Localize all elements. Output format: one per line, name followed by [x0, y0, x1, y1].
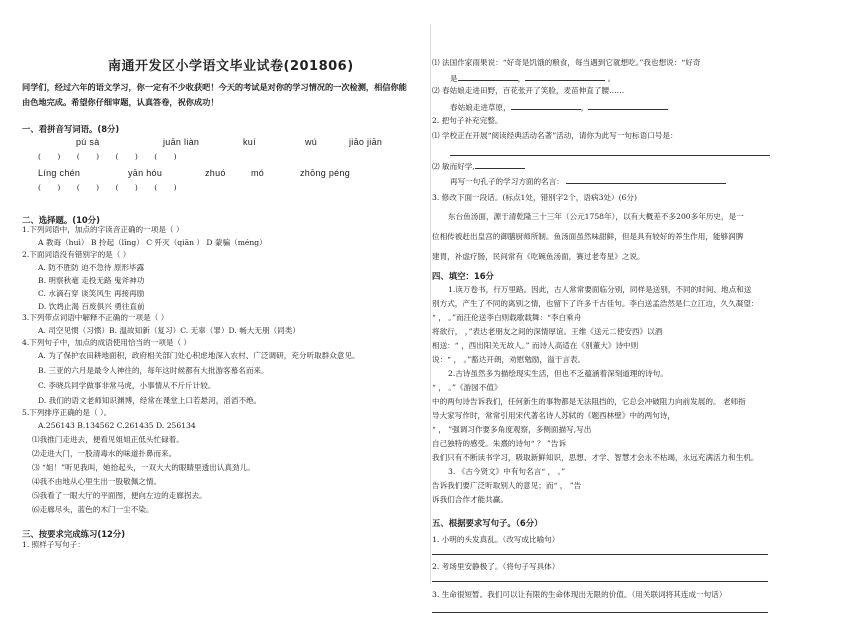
fill-p2-3: 中的两句诗告诉我们，任何新生的事物都是无法阻挡的，它总会冲破阻力向前发展的。 老师指 — [432, 397, 746, 406]
rewrite-2b-mid: ， — [580, 103, 589, 112]
pinyin-4: wú — [305, 137, 318, 147]
fill-p1-5: 相送：“ ，西出阳关无故人。” 而诗人高适在《别董大》诗中则 — [432, 341, 639, 350]
q3-1: 1. 照样子写句子： — [22, 540, 85, 549]
pinyin-5: jiāo jiān — [349, 137, 383, 147]
fill-p3-3: 诉我们合作才能共赢。 — [432, 495, 508, 504]
answer-line-5-2[interactable] — [432, 581, 768, 582]
fill-p2-5: “ ， ”强调习作要多角度观察，多侧面描写,写出 — [432, 425, 592, 434]
q2-5-options: A.256143 B.134562 C.261435 D. 256134 — [38, 421, 196, 430]
q3-3-line-2: 位相传被赶出皇宫的御膳厨师所制。鱼汤面虽然味甜鲜，但是具有较好的养生作用，能够润脾 — [432, 232, 744, 241]
q5-3: 3. 生命很短暂。我们可以让有限的生命体现出无限的价值。（用关联词将其连成一句话） — [432, 590, 727, 599]
fill-p1-4: 将欲行， ，”表达老朋友之间的深情厚谊。王维《送元二使安西》以酒 — [432, 327, 663, 336]
q2-2-option-d: D. 饮鸩止渴 百废俱兴 勇往直前 — [38, 302, 145, 311]
q2-4-option-d: D. 我们的语文老师知识渊博，经常在课堂上口若悬河，滔滔不绝。 — [38, 396, 262, 405]
pinyin-2: juān liàn — [163, 137, 200, 147]
fill-p1-2: 别方式，产生了不同的离别之情，也留下了许多千古佳句。李白送孟浩然是仁立江边，久久凝望： — [432, 299, 759, 308]
q2-1: 1.下列词语中，加点的字读音正确的一项是（ ） — [22, 225, 184, 234]
section2-heading: 二、选择题。(10分) — [22, 215, 100, 225]
q2-2-option-a: A. 防不胜防 迫不急待 原形毕露 — [38, 263, 145, 272]
pinyin-7: yān hóu — [128, 168, 163, 178]
blank-1[interactable] — [458, 72, 518, 81]
q2-5-item-5: ⑸我看了一眼大厅的平面图，便向左边的走廊拐去。 — [32, 491, 207, 500]
answer-parens-2[interactable]: ( ) ( ) ( ) ( ) — [38, 183, 177, 192]
q2-4-option-a: A. 为了保护农田耕地面积，政府相关部门处心积虑地深入农村、广泛调研，充分听取群众意见。 — [38, 351, 360, 360]
q2-3-options: A. 司空见惯（习惯）B. 温故知新（复习）C. 无辜（罪）D. 畅大无朋（同类） — [38, 326, 300, 335]
q3-2-3 — [450, 175, 726, 187]
q3-2: 2. 把句子补充完整。 — [432, 116, 503, 125]
q2-5-item-2: ⑵走进大门，一股清毒水的味道扑鼻而来。 — [32, 449, 177, 458]
pinyin-8: zhuó — [205, 168, 226, 178]
answer-line-slogan[interactable] — [450, 155, 770, 156]
section3-heading: 三、按要求完成练习(12分) — [22, 529, 126, 539]
q2-5-item-6: ⑹走廊尽头，蓝色的木门一尘不染。 — [32, 505, 154, 514]
fill-p2-6: 自己独特的感受。朱熹的诗句“ ？ ”告诉 — [432, 439, 567, 448]
q5-2: 2. 考场里安静极了。（将句子写具体） — [432, 562, 560, 571]
blank-6[interactable] — [566, 175, 726, 184]
q2-5-item-3: ⑶ “姐！”听见我叫，她抬起头，一双大大的眼睛里透出认真劲儿。 — [32, 463, 255, 472]
answer-parens-1[interactable]: ( ) ( ) ( ) ( ) — [38, 152, 177, 161]
q2-4-option-c: C. 李晓兵同学做事非常马虎，小事情从不斤斤计较。 — [38, 381, 216, 390]
pinyin-3: kuí — [243, 137, 256, 147]
q3-2-1: ⑴ 学校正在开展“阅读经典活动名著”活动，请你为此写一句标语口号是： — [432, 131, 678, 140]
q2-2: 2.下面词语没有错别字的是（ ） — [22, 250, 131, 259]
rewrite-1b-start: 是 — [450, 74, 458, 83]
fill-p2-1: 2.古诗虽然多为描绘现实生活，但也不乏蕴涵着深刻道理的诗句。 — [448, 369, 668, 378]
pinyin-9: mó — [251, 168, 265, 178]
q2-1-options: A 教诲（huì） B 拎起（lǐng） C 歼灭（qiān ） D 蒙骗（méng） — [38, 238, 267, 247]
section1-heading: 一、看拼音写词语。(8分) — [22, 124, 120, 134]
pinyin-1: pú sà — [76, 137, 100, 147]
section5-heading: 五、根据要求写句子。（6分） — [432, 518, 543, 528]
right-page — [430, 0, 860, 628]
q2-3: 3.下列带点词语中解释不正确的一项是（ ） — [22, 313, 169, 322]
exam-title: 南通开发区小学语文毕业试卷(201806) — [108, 59, 354, 74]
rewrite-2b — [450, 101, 668, 113]
fill-p2-4: 导大家写作时，常常引用宋代著名诗人苏轼的《题西林壁》中的两句诗， — [432, 411, 675, 420]
rewrite-1: ⑴ 法国作家雨果说：“好奇是饥饿的粮食，每当遇到它就想吃。”我也想说：“好奇 — [432, 58, 701, 67]
answer-line-5-1[interactable] — [432, 554, 768, 555]
blank-5[interactable] — [475, 160, 525, 169]
fill-p3-1: 3. 《古今贤文》中有句名言“ ， 。” — [448, 467, 566, 476]
pinyin-10: zhōng péng — [300, 168, 351, 178]
fill-p3-2: 告诉我们要广泛听取别人的意见；而“ ， ”告 — [432, 481, 582, 490]
rewrite-2: ⑵ 春姑娘走进田野，百花张开了笑脸，麦苗伸直了腰…… — [432, 86, 625, 95]
q2-2-option-b: B. 明察秋毫 走投无路 鬼斧神功 — [38, 276, 145, 285]
fill-p1-3: “ ， 。”而汪伦送李白则载歌载舞：“李白乘舟 — [432, 313, 582, 322]
q2-5-item-1: ⑴我推门走进去，便看见姐姐正低头忙碌着。 — [32, 435, 184, 444]
rewrite-1b-mid: ， — [517, 74, 526, 83]
q3-3-line-1: 东台鱼汤面，源于清乾隆三十三年（公元1758年），以有大概差不多200多年历史，是一 — [448, 212, 744, 221]
blank-2[interactable] — [525, 72, 605, 81]
fill-p1-1: 1.读万卷书，行万里路。因此，古人常常要面临分别，同样是送别，不同的时间、地点和送 — [448, 285, 752, 294]
fill-p2-7: 我们只有不断读书学习，吸取新鲜知识，思想、才学、智慧才会永不枯竭，永远充满活力和生机。 — [432, 453, 759, 462]
rewrite-1b — [450, 72, 615, 84]
blank-3[interactable] — [511, 101, 581, 110]
q3-2-3-text: 再写一句孔子的学习方面的名言： — [450, 177, 564, 186]
pinyin-6: Líng chén — [38, 168, 81, 178]
rewrite-1b-end: 。 — [607, 74, 616, 83]
q2-4-option-b: B. 三亚的六月是最令人神往的，每年这时候都有大批游客慕名而来。 — [38, 366, 269, 375]
section4-heading: 四、填空：16分 — [432, 271, 494, 281]
fill-p2-2: “ ， 。”《游园不值》 — [432, 383, 502, 392]
blank-4[interactable] — [588, 101, 668, 110]
q2-2-option-c: C. 水滴石穿 谈笑风生 再接再励 — [38, 289, 145, 298]
q3-2-2 — [432, 160, 525, 172]
fill-p1-6: 说：“ ， 。”豁达开朗，劝慰勉励，溢于言表。 — [432, 355, 586, 364]
answer-line-5-3[interactable] — [432, 612, 768, 613]
rewrite-2b-start: 春姑娘走进草原， — [450, 103, 511, 112]
q2-5-item-4: ⑷我不由地从心里生出一股敬佩之情。 — [32, 477, 162, 486]
q3-2-2-text: ⑵ 敏而好学, — [432, 162, 475, 171]
q2-5: 5.下列排序正确的是（ ）。 — [22, 408, 112, 417]
q3-3-line-3: 建胃，补虚疗肠，民间常有《吃碗鱼汤面，赛过老寿星》之说。 — [432, 252, 645, 261]
q3-3: 3. 修改下面一段话。(标点1处，错别字2个，语病3处）(6分) — [432, 193, 637, 202]
exam-intro: 同学们，经过六年的语文学习，你一定有不少收获吧！今天的考试是对你的学习情况的一次检测，相信你能由色地完成。希望你仔细审题，认真答卷，祝你成功！ — [22, 82, 407, 107]
q2-4: 4.下列句子中，加点的成语使用恰当的一项是（ ） — [22, 338, 192, 347]
q5-1: 1. 小明的头发真乱。（改写成比喻句） — [432, 535, 560, 544]
